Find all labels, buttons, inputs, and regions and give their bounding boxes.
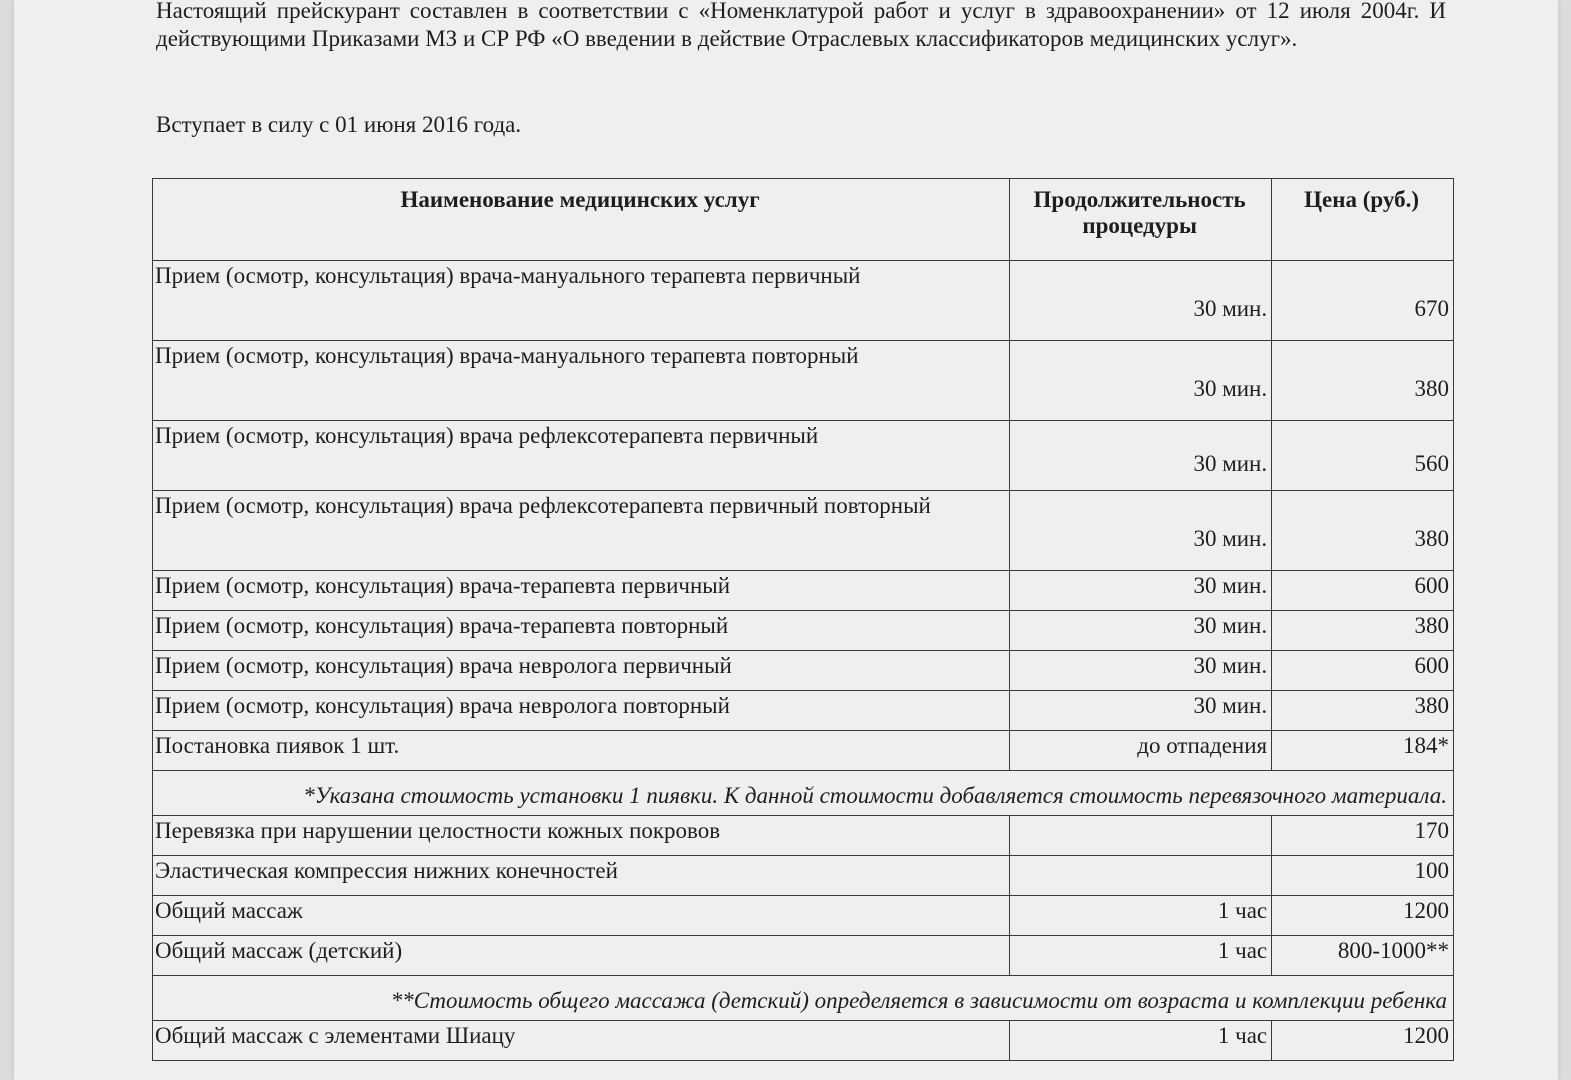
service-name: Прием (осмотр, консультация) врача-мануального терапевта первичный — [153, 261, 1010, 341]
leech-footnote: *Указана стоимость установки 1 пиявки. К данной стоимости добавляется стоимость перевязочного материала. — [153, 771, 1454, 816]
service-duration: 1 час — [1010, 896, 1272, 936]
table-row — [153, 261, 1454, 341]
table-row — [153, 491, 1454, 571]
service-duration: 30 мин. — [1010, 571, 1272, 611]
column-header-duration: Продолжительность процедуры — [1010, 179, 1272, 261]
service-price: 380 — [1272, 341, 1454, 421]
service-name: Общий массаж — [153, 896, 1010, 936]
service-name: Прием (осмотр, консультация) врача невролога первичный — [153, 651, 1010, 691]
service-name: Прием (осмотр, консультация) врача рефлексотерапевта первичный — [153, 421, 1010, 491]
service-name: Прием (осмотр, консультация) врача-терапевта первичный — [153, 571, 1010, 611]
intro-paragraph: Настоящий прейскурант составлен в соответствии с «Номенклатурой работ и услуг в здравоохранении» от 12 июля 2004г. И действующими Приказами МЗ и СР РФ «О введении в действие Отраслевых классификаторов медицинских услуг». — [156, 0, 1446, 51]
service-name: Прием (осмотр, консультация) врача-мануального терапевта повторный — [153, 341, 1010, 421]
service-duration: 1 час — [1010, 936, 1272, 976]
service-price: 184* — [1272, 731, 1454, 771]
service-duration: 30 мин. — [1010, 491, 1272, 571]
service-duration: 30 мин. — [1010, 421, 1272, 491]
service-name: Постановка пиявок 1 шт. — [153, 731, 1010, 771]
footnote-row — [153, 771, 1454, 816]
table-row — [153, 341, 1454, 421]
table-row — [153, 611, 1454, 651]
table-row — [153, 936, 1454, 976]
service-name: Прием (осмотр, консультация) врача-терапевта повторный — [153, 611, 1010, 651]
service-duration: 30 мин. — [1010, 691, 1272, 731]
footnote-row — [153, 976, 1454, 1021]
service-duration: 30 мин. — [1010, 261, 1272, 341]
table-row — [153, 421, 1454, 491]
effective-date: Вступает в силу с 01 июня 2016 года. — [156, 112, 522, 137]
service-duration: 1 час — [1010, 1021, 1272, 1061]
child-massage-footnote: **Стоимость общего массажа (детский) определяется в зависимости от возраста и комплекции ребенка — [153, 976, 1454, 1021]
service-name: Перевязка при нарушении целостности кожных покровов — [153, 816, 1010, 856]
document-page — [14, 0, 1558, 1080]
column-header-price: Цена (руб.) — [1272, 179, 1454, 261]
table-row — [153, 896, 1454, 936]
service-duration: 30 мин. — [1010, 611, 1272, 651]
table-row — [153, 691, 1454, 731]
service-price: 600 — [1272, 571, 1454, 611]
service-price: 800-1000** — [1272, 936, 1454, 976]
service-duration — [1010, 856, 1272, 896]
table-header-row — [153, 179, 1454, 261]
service-price: 1200 — [1272, 896, 1454, 936]
service-duration: 30 мин. — [1010, 341, 1272, 421]
service-price: 560 — [1272, 421, 1454, 491]
table-row — [153, 1021, 1454, 1061]
table-row — [153, 856, 1454, 896]
service-name: Прием (осмотр, консультация) врача невролога повторный — [153, 691, 1010, 731]
service-price: 380 — [1272, 691, 1454, 731]
service-duration: 30 мин. — [1010, 651, 1272, 691]
service-name: Общий массаж (детский) — [153, 936, 1010, 976]
service-name: Прием (осмотр, консультация) врача рефлексотерапевта первичный повторный — [153, 491, 1010, 571]
service-name: Эластическая компрессия нижних конечностей — [153, 856, 1010, 896]
price-table — [152, 178, 1454, 1061]
service-price: 1200 — [1272, 1021, 1454, 1061]
service-price: 380 — [1272, 491, 1454, 571]
service-duration: до отпадения — [1010, 731, 1272, 771]
service-price: 600 — [1272, 651, 1454, 691]
service-name: Общий массаж с элементами Шиацу — [153, 1021, 1010, 1061]
service-price: 100 — [1272, 856, 1454, 896]
table-row — [153, 816, 1454, 856]
service-price: 670 — [1272, 261, 1454, 341]
service-price: 380 — [1272, 611, 1454, 651]
column-header-name: Наименование медицинских услуг — [153, 179, 1010, 261]
table-row — [153, 731, 1454, 771]
service-duration — [1010, 816, 1272, 856]
table-row — [153, 651, 1454, 691]
table-row — [153, 571, 1454, 611]
service-price: 170 — [1272, 816, 1454, 856]
